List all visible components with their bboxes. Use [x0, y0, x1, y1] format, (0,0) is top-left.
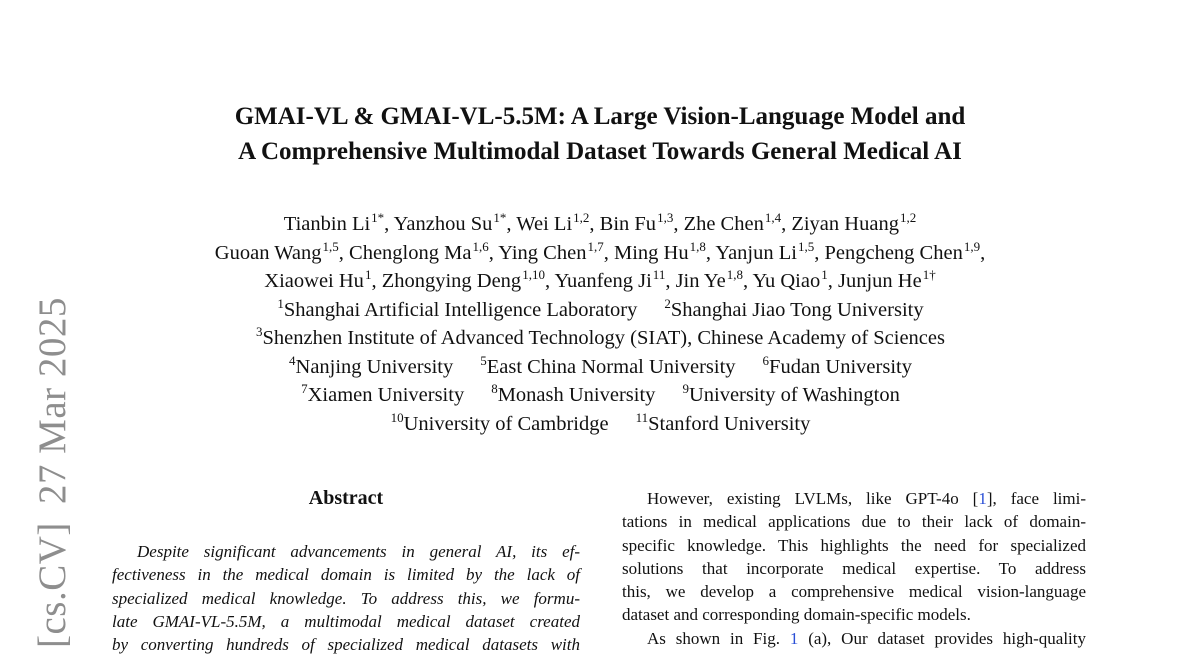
affiliation-mark: 11: [635, 409, 649, 425]
affiliation-name: Shanghai Jiao Tong University: [670, 298, 924, 321]
author-name: Chenglong Ma: [349, 241, 472, 264]
abstract-line: late GMAI-VL-5.5M, a multimodal medical dataset created: [112, 611, 580, 631]
abstract-line: specialized medical knowledge. To address this, we formu-: [112, 588, 580, 608]
author-affiliation-mark: 1,2: [899, 210, 917, 225]
affiliation-name: Nanjing University: [295, 355, 454, 378]
intro-line: However, existing LVLMs, like GPT-4o [1], face limi-: [647, 489, 1087, 508]
abstract-line: Despite significant advancements in general AI, its ef-: [137, 542, 580, 561]
affiliation-mark: 6: [762, 352, 770, 368]
title-line-2: A Comprehensive Multimodal Dataset Towards General Medical AI: [238, 138, 962, 165]
affiliation-mark: 9: [682, 381, 689, 396]
author-affiliation-mark: 1,8: [726, 267, 743, 282]
author-affiliation-mark: 1,2: [573, 210, 590, 225]
author-affiliation-mark: 1,7: [587, 238, 604, 254]
abstract-body: [112, 540, 580, 656]
affiliation-line-2: [60, 325, 1140, 354]
affiliation-mark: 8: [491, 381, 498, 396]
affiliation-line-1: [60, 297, 1140, 326]
author-name: Ming Hu: [613, 241, 689, 264]
author-name: Ziyan Huang: [791, 213, 899, 235]
author-affiliation-mark: 1: [364, 267, 372, 282]
intro-line: tations in medical applications due to their lack of domain-: [622, 512, 1086, 532]
author-affiliation-mark: 1,4: [764, 210, 782, 225]
author-name: Yu Qiao: [752, 270, 821, 292]
author-line-1: Tianbin $Li^{1*}$, Yanzhou $Su^{1*}$, Wei Li$^{1,2}$, Bin Fu$^{1,3}$, Zhe Chen$^{1,4}$, Ziyan Huang$^{1,2}$: [283, 210, 917, 235]
affiliation-name: Stanford University: [648, 412, 811, 435]
author-block: [60, 211, 1140, 439]
affiliation-name: Fudan University: [769, 355, 912, 378]
affiliation-line-5: [60, 411, 1140, 440]
title-line-1: GMAI-VL & GMAI-VL-5.5M: A Large Vision-Language Model and: [234, 103, 966, 130]
author-name: Jin Ye: [675, 270, 726, 292]
affiliation-mark: 4: [289, 352, 296, 368]
author-affiliation-mark: 1*: [371, 210, 385, 225]
author-affiliation-mark: 1: [821, 267, 828, 282]
author-name: Ying Chen: [498, 241, 587, 264]
affiliation-mark: 2: [664, 295, 671, 311]
arxiv-date: 27 Mar 2025: [31, 297, 74, 505]
affiliation-name: Xiamen University: [307, 384, 465, 406]
author-affiliation-mark: 11: [652, 267, 666, 282]
affiliation-name: Shenzhen Institute of Advanced Technology (SIAT), Chinese Academy of Sciences: [262, 327, 945, 349]
author-name: Yuanfeng Ji: [554, 270, 652, 292]
author-affiliation-mark: 1,10: [522, 267, 545, 282]
intro-line: As shown in Fig. 1 (a), Our dataset provides high-quality: [647, 628, 1086, 648]
author-name: Zhongying Deng: [381, 270, 522, 292]
intro-line: specific knowledge. This highlights the need for specialized: [622, 535, 1086, 555]
figure-ref-link[interactable]: 1: [789, 628, 799, 648]
affiliation-name: East China Normal University: [486, 355, 736, 378]
affiliation-mark: 3: [256, 324, 263, 339]
affiliation-mark: 7: [301, 381, 308, 396]
author-name: Guoan Wang: [214, 241, 322, 264]
affiliation-name: Monash University: [497, 384, 656, 406]
affiliation-mark: 5: [480, 352, 487, 368]
author-name: Tianbin Li: [283, 213, 371, 235]
affiliation-name: University of Cambridge: [403, 412, 609, 435]
author-name: Bin Fu: [599, 213, 657, 235]
author-affiliation-mark: 1,5: [797, 238, 815, 254]
author-name: Yanzhou Su: [393, 213, 493, 235]
arxiv-category: [cs.CV]: [31, 522, 74, 648]
author-affiliation-mark: 1,3: [657, 210, 674, 225]
author-name: Junjun He: [837, 270, 922, 292]
affiliation-name: Shanghai Artificial Intelligence Laboratory: [283, 298, 638, 321]
author-affiliation-mark: 1,9: [963, 238, 981, 254]
affiliation-mark: 1: [277, 295, 284, 311]
paper-title: [100, 99, 1100, 169]
author-affiliation-mark: 1†: [922, 267, 936, 282]
intro-line: this, we develop a comprehensive medical vision-language: [622, 582, 1086, 602]
abstract-heading: Abstract: [308, 487, 384, 509]
intro-body: [622, 487, 1086, 650]
author-affiliation-mark: 1*: [493, 210, 507, 225]
author-affiliation-mark: 1,5: [322, 238, 339, 254]
author-affiliation-mark: 1,6: [472, 238, 489, 254]
affiliation-line-3: [60, 354, 1140, 383]
author-name: Zhe Chen: [683, 213, 764, 235]
intro-line: dataset and corresponding domain-specific models.: [622, 605, 971, 625]
abstract-line: by converting hundreds of specialized medical datasets with: [112, 635, 580, 655]
author-name: Yanjun Li: [715, 241, 797, 264]
affiliation-mark: 10: [390, 409, 404, 425]
affiliation-name: University of Washington: [688, 384, 900, 406]
author-name: Pengcheng Chen: [824, 241, 963, 264]
affiliation-line-4: [60, 382, 1140, 411]
author-name: Xiaowei Hu: [264, 270, 364, 292]
author-affiliation-mark: 1,8: [689, 238, 706, 254]
abstract-line: fectiveness in the medical domain is limited by the lack of: [112, 565, 580, 585]
author-line-2: Guoan Wang$^{1,5}$, Chenglong Ma$^{1,6}$, Ying Chen$^{1,7}$, Ming Hu$^{1,8}$, Yanjun Li$^{1,5}$, Pengcheng Chen$^{1,9}$,: [214, 238, 986, 264]
author-line-3: Xiaowei Hu$^1$, Zhongying Deng$^{1,10}$, Yuanfeng Ji$^{11}$, Jin Ye$^{1,8}$, Yu Qiao$^1$, Junjun $He^{1\dagger}$: [264, 267, 936, 292]
intro-line: solutions that incorporate medical expertise. To address: [622, 558, 1086, 578]
citation-link[interactable]: 1: [978, 489, 987, 508]
author-name: Wei Li: [516, 213, 573, 235]
